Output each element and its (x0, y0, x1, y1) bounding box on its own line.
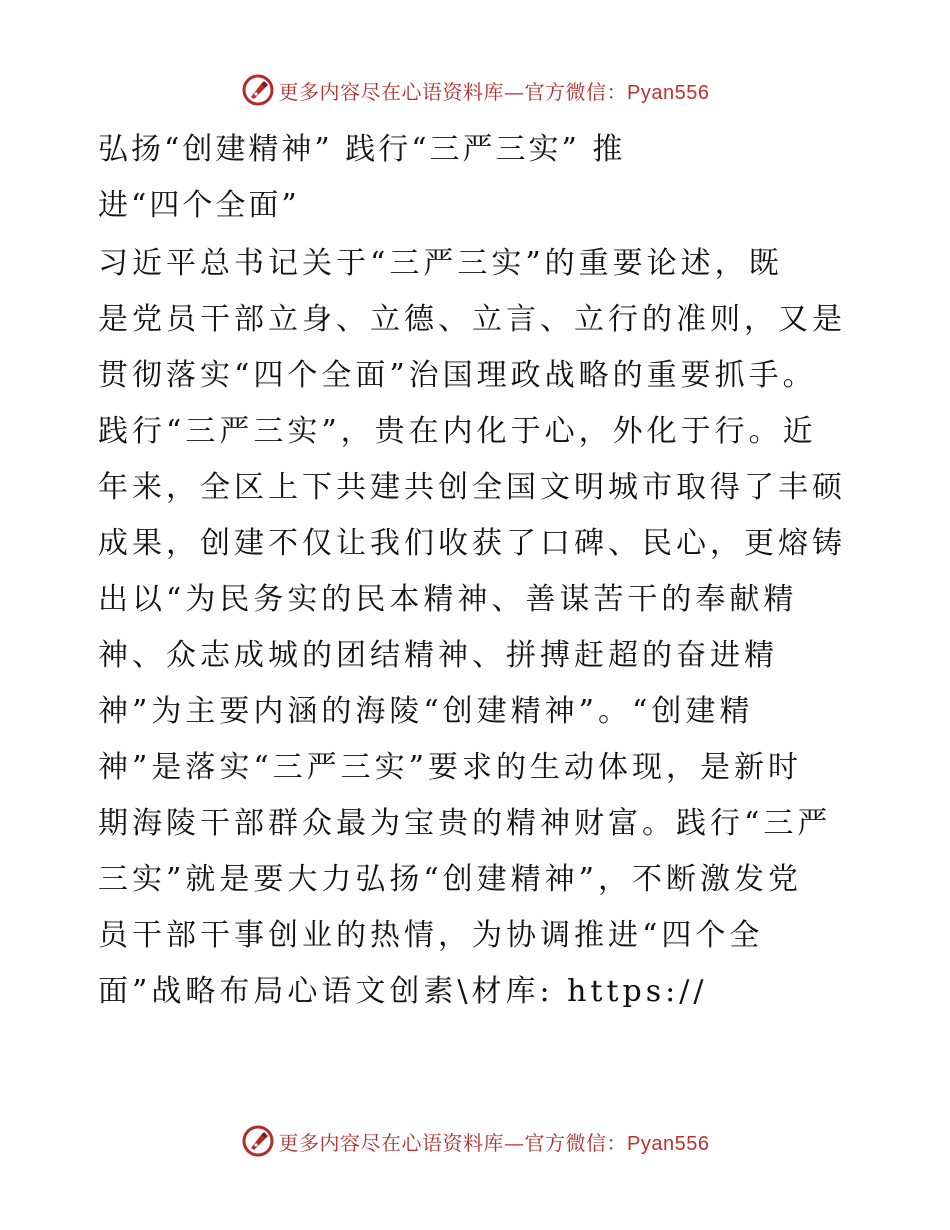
body-line: 贯彻落实“四个全面”治国理政战略的重要抓手。 (98, 358, 817, 393)
body-line: 出以“为民务实的民本精神、善谋苦干的奉献精 (98, 582, 798, 617)
pen-nib-logo-icon (241, 73, 275, 107)
pen-nib-logo-icon (241, 1124, 275, 1158)
body-line: 成果，创建不仅让我们收获了口碑、民心，更熔铸 (98, 526, 846, 561)
watermark-handle: Pyan556 (627, 1132, 710, 1155)
document-body (98, 122, 858, 1020)
body-line: 是党员干部立身、立德、立言、立行的准则，又是 (98, 302, 846, 337)
body-line: 面”战略布局心语文创素\材库: https:// (98, 974, 708, 1009)
document-title-line-2: 进“四个全面” (98, 188, 300, 223)
body-line: 年来，全区上下共建共创全国文明城市取得了丰硕 (98, 470, 846, 505)
body-line: 神”是落实“三严三实”要求的生动体现，是新时 (98, 750, 803, 785)
document-paragraph (98, 236, 858, 1020)
body-line: 神”为主要内涵的海陵“创建精神”。“创建精 (98, 694, 754, 729)
footer-watermark-banner (0, 1121, 950, 1161)
watermark-label: 更多内容尽在心语资料库—官方微信： (278, 1130, 628, 1155)
header-watermark-banner (0, 70, 950, 110)
document-title-line-1: 弘扬“创建精神” 践行“三严三实” 推 (98, 132, 626, 167)
body-line: 神、众志成城的团结精神、拼搏赶超的奋进精 (98, 638, 778, 673)
watermark-handle: Pyan556 (627, 81, 710, 104)
body-line: 习近平总书记关于“三严三实”的重要论述，既 (98, 246, 783, 281)
body-line: 员干部干事创业的热情，为协调推进“四个全 (98, 918, 764, 953)
body-line: 三实”就是要大力弘扬“创建精神”，不断激发党 (98, 862, 803, 897)
watermark-text (279, 76, 710, 105)
body-line: 践行“三严三实”，贵在内化于心，外化于行。近 (98, 414, 817, 449)
body-line: 期海陵干部群众最为宝贵的精神财富。践行“三严 (98, 806, 832, 841)
watermark-label: 更多内容尽在心语资料库—官方微信： (278, 79, 628, 104)
watermark-text (279, 1127, 710, 1156)
